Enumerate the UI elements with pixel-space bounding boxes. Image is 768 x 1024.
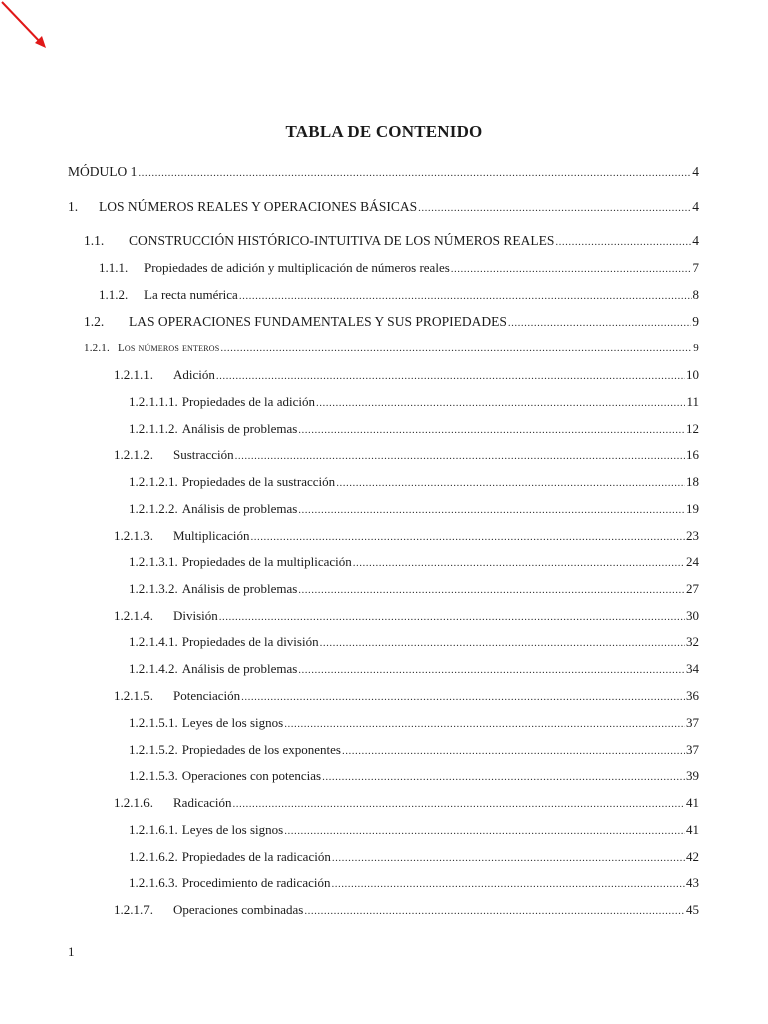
toc-entry[interactable] [114, 447, 699, 464]
toc-entry-page: 7 [692, 260, 699, 275]
dot-leader [220, 340, 692, 356]
toc-entry-title: Leyes de los signos [181, 822, 284, 837]
toc-entry-page: 19 [686, 501, 699, 516]
toc-entry[interactable] [114, 528, 699, 545]
toc-entry[interactable] [68, 164, 699, 181]
toc-entry-title: Análisis de problemas [181, 661, 298, 676]
toc-entry-title: Potenciación [173, 688, 241, 703]
toc-entry-title: MÓDULO 1 [68, 164, 138, 179]
toc-entry-number: 1.2.1.1.1. [129, 394, 178, 409]
dot-leader [508, 315, 691, 331]
toc-entry-title: Análisis de problemas [181, 501, 298, 516]
toc-entry[interactable] [84, 314, 699, 331]
toc-entry-page: 4 [692, 233, 699, 248]
toc-entry-number: 1.2.1.6.2. [129, 849, 178, 864]
toc-entry-page: 10 [686, 367, 699, 382]
toc-entry-title: Propiedades de la división [181, 634, 319, 649]
toc-entry-page: 41 [686, 795, 699, 810]
dot-leader [316, 395, 686, 411]
toc-entry-title: Propiedades de adición y multiplicación de números reales [144, 260, 450, 275]
dot-leader [320, 635, 685, 651]
toc-entry-number: 1.2.1.6. [114, 795, 153, 810]
toc-entry-page: 12 [686, 421, 699, 436]
toc-entry-page: 39 [686, 768, 699, 783]
toc-entry-title: División [173, 608, 218, 623]
toc-entry[interactable] [129, 421, 699, 438]
dot-leader [298, 502, 685, 518]
toc-entry-number: 1.1.1. [99, 260, 129, 275]
toc-entry-page: 9 [693, 342, 699, 354]
toc-entry-title: Leyes de los signos [181, 715, 284, 730]
toc-entry-page: 11 [686, 394, 699, 409]
toc-entry[interactable] [84, 340, 699, 356]
toc-entry-page: 42 [686, 849, 699, 864]
toc-entry-title: Los números enteros [118, 342, 220, 354]
toc-entry[interactable] [129, 715, 699, 732]
dot-leader [342, 743, 685, 759]
toc-entry-number: 1.1. [84, 233, 105, 248]
toc-entry-number: 1.1.2. [99, 287, 129, 302]
toc-entry-page: 8 [692, 287, 699, 302]
toc-entry-number: 1.2.1. [84, 342, 110, 354]
toc-entry-title: Propiedades de la radicación [181, 849, 331, 864]
toc-entry[interactable] [129, 554, 699, 571]
toc-entry-number: 1.2.1.3. [114, 528, 153, 543]
toc-entry-number: 1.2.1.7. [114, 902, 153, 917]
toc-title: TABLA DE CONTENIDO [285, 122, 483, 141]
toc-entry-title: La recta numérica [144, 287, 238, 302]
toc-entry[interactable] [129, 581, 699, 598]
toc-entry[interactable] [129, 474, 699, 491]
toc-entry[interactable] [114, 795, 699, 812]
toc-entry-title: Propiedades de los exponentes [181, 742, 341, 757]
toc-entry-page: 4 [692, 164, 699, 179]
toc-entry-page: 9 [692, 314, 699, 329]
toc-entry-title: Adición [173, 367, 215, 382]
toc-entry[interactable] [129, 742, 699, 759]
toc-entry-title: Análisis de problemas [181, 421, 298, 436]
toc-entry-page: 30 [686, 608, 699, 623]
toc-entry-number: 1.2.1.3.2. [129, 581, 178, 596]
toc-entry-page: 45 [686, 902, 699, 917]
dot-leader [241, 689, 685, 705]
toc-entry[interactable] [129, 849, 699, 866]
dot-leader [304, 903, 685, 919]
toc-entry-title: Operaciones con potencias [181, 768, 322, 783]
dot-leader [322, 769, 685, 785]
toc-entry-page: 24 [686, 554, 699, 569]
dot-leader [451, 261, 692, 277]
toc-entry-title: Operaciones combinadas [173, 902, 304, 917]
toc-entry-page: 34 [686, 661, 699, 676]
toc-entry-number: 1.2.1.4.1. [129, 634, 178, 649]
dot-leader [331, 876, 685, 892]
toc-entry-title: Procedimiento de radicación [181, 875, 331, 890]
toc-entry[interactable] [84, 233, 699, 250]
toc-entry[interactable] [129, 822, 699, 839]
toc-entry-title: Propiedades de la adición [181, 394, 315, 409]
toc-entry-title: LAS OPERACIONES FUNDAMENTALES Y SUS PROPIEDADES [129, 314, 507, 329]
toc-entry-title: Sustracción [173, 447, 234, 462]
toc-entry-title: Propiedades de la multiplicación [181, 554, 352, 569]
dot-leader [216, 368, 685, 384]
dot-leader [332, 850, 685, 866]
dot-leader [298, 662, 685, 678]
dot-leader [219, 609, 685, 625]
toc-entry-number: 1.2. [84, 314, 105, 329]
toc-entry-page: 18 [686, 474, 699, 489]
toc-entry-number: 1.2.1.5.1. [129, 715, 178, 730]
toc-entry-page: 27 [686, 581, 699, 596]
toc-entry-number: 1.2.1.1. [114, 367, 153, 382]
toc-entry-number: 1.2.1.6.3. [129, 875, 178, 890]
toc-entry-page: 37 [686, 742, 699, 757]
dot-leader [138, 165, 691, 181]
page-number: 1 [68, 944, 75, 959]
dot-leader [284, 716, 685, 732]
toc-entry-page: 23 [686, 528, 699, 543]
toc-entry[interactable] [129, 661, 699, 678]
toc-entry[interactable] [129, 394, 699, 411]
toc-entry-title: CONSTRUCCIÓN HISTÓRICO-INTUITIVA DE LOS NÚMEROS REALES [129, 233, 555, 248]
toc-entry-title: Radicación [173, 795, 232, 810]
dot-leader [298, 582, 685, 598]
toc-entry[interactable] [114, 688, 699, 705]
dot-leader [251, 529, 685, 545]
toc-entry-number: 1.2.1.3.1. [129, 554, 178, 569]
toc-entry[interactable] [114, 367, 699, 384]
toc-entry-number: 1.2.1.5. [114, 688, 153, 703]
toc-entry-page: 16 [686, 447, 699, 462]
toc-entry-number: 1.2.1.2.1. [129, 474, 178, 489]
red-arrow-icon [0, 0, 60, 60]
dot-leader [284, 823, 685, 839]
dot-leader [232, 796, 685, 812]
dot-leader [336, 475, 685, 491]
toc-entry-page: 43 [686, 875, 699, 890]
dot-leader [239, 288, 692, 304]
toc-entry-number: 1.2.1.2.2. [129, 501, 178, 516]
toc-entry-number: 1.2.1.5.3. [129, 768, 178, 783]
toc-entry[interactable] [99, 287, 699, 304]
toc-entry[interactable] [129, 768, 699, 785]
toc-entry-title: LOS NÚMEROS REALES Y OPERACIONES BÁSICAS [99, 199, 418, 214]
dot-leader [418, 200, 691, 216]
toc-entry-number: 1.2.1.4. [114, 608, 153, 623]
dot-leader [235, 448, 685, 464]
toc-entry-page: 41 [686, 822, 699, 837]
toc-entry-title: Propiedades de la sustracción [181, 474, 336, 489]
dot-leader [298, 422, 685, 438]
dot-leader [555, 234, 691, 250]
toc-entry-title: Multiplicación [173, 528, 250, 543]
toc-entry[interactable] [99, 260, 699, 277]
toc-entry-number: 1.2.1.6.1. [129, 822, 178, 837]
toc-entry[interactable] [129, 634, 699, 651]
toc-entry-page: 36 [686, 688, 699, 703]
toc-entry-number: 1. [68, 199, 79, 214]
dot-leader [353, 555, 685, 571]
toc-entry-page: 32 [686, 634, 699, 649]
toc-entry-number: 1.2.1.2. [114, 447, 153, 462]
toc-entry[interactable] [114, 608, 699, 625]
toc-entry-number: 1.2.1.1.2. [129, 421, 178, 436]
toc-entry-page: 37 [686, 715, 699, 730]
toc-entry-page: 4 [692, 199, 699, 214]
toc-entry-title: Análisis de problemas [181, 581, 298, 596]
toc-entry[interactable] [129, 501, 699, 518]
toc-entry-number: 1.2.1.5.2. [129, 742, 178, 757]
toc-entry[interactable] [68, 199, 699, 216]
toc-entry-number: 1.2.1.4.2. [129, 661, 178, 676]
toc-entry[interactable] [114, 902, 699, 919]
toc-entry[interactable] [129, 875, 699, 892]
